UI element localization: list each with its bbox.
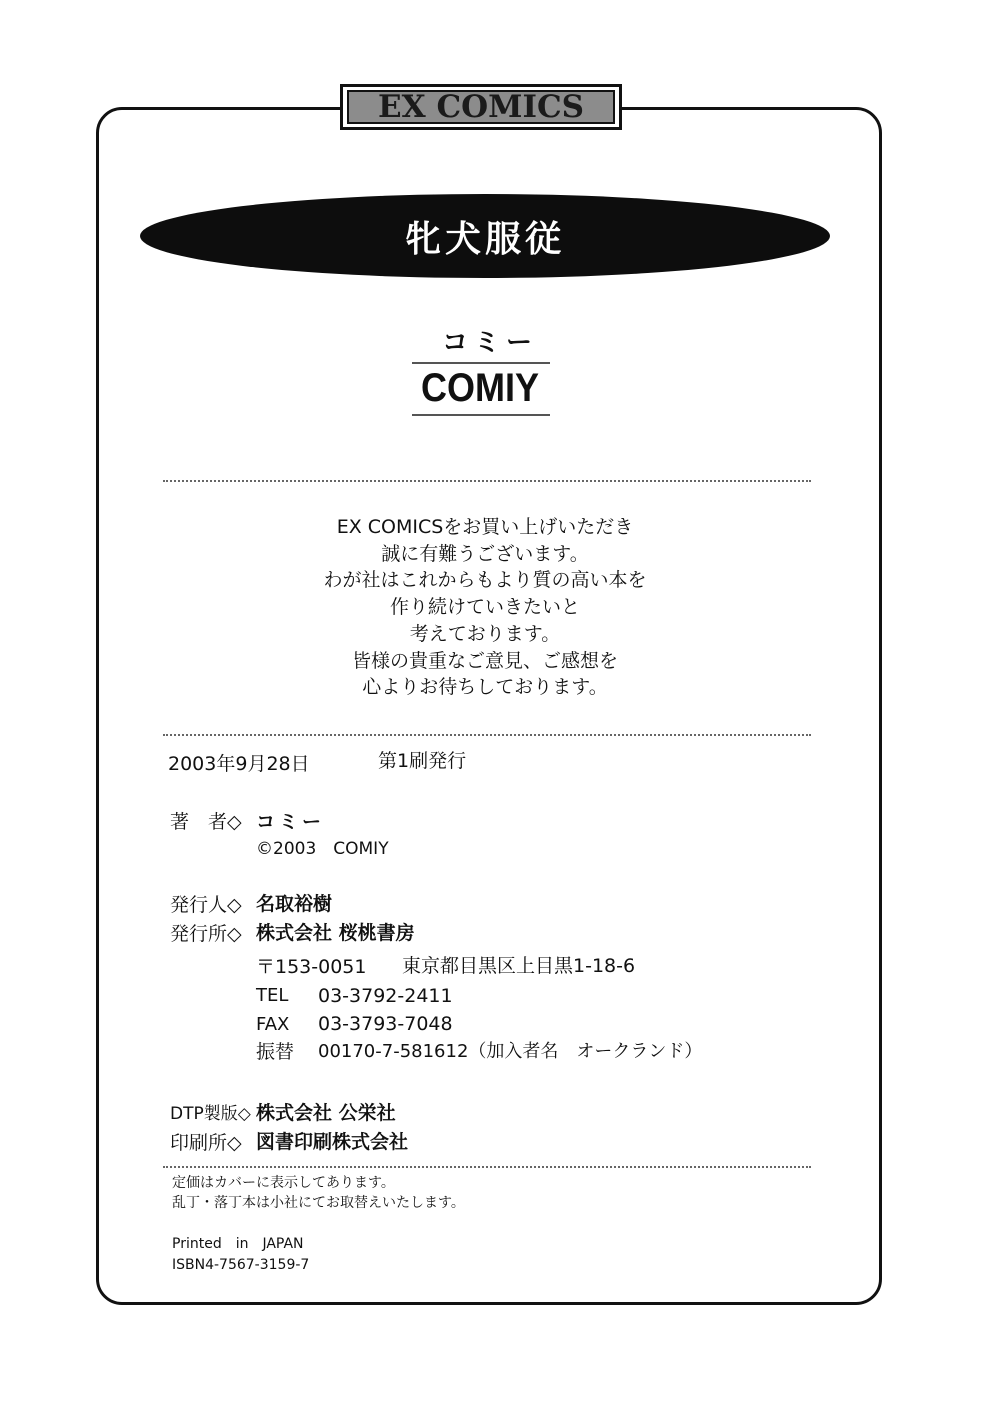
printer-label: 印刷所◇ [170,1132,242,1154]
message-line: EX COMICSをお買い上げいただき [336,516,634,538]
publisher-person: 名取裕樹 [256,893,333,915]
printed-in: Printed in JAPAN [172,1236,304,1252]
fax-label: FAX [256,1014,290,1035]
tel-label: TEL [256,985,289,1006]
divider-1 [163,480,811,482]
divider-3 [163,1166,811,1168]
author-name: コミー [256,811,326,833]
fax-number: 03-3793-7048 [318,1013,453,1035]
copyright: ©2003 COMIY [256,839,389,859]
author-label: 著 者◇ [170,811,242,833]
series-logo-text: EX COMICS [377,88,585,125]
isbn: ISBN4-7567-3159-7 [172,1257,310,1273]
thank-you-message [230,514,740,701]
transfer-account: 00170-7-581612（加入者名 オークランド） [318,1041,703,1062]
author-rule-top [412,362,550,364]
title-banner [140,194,830,278]
message-line: 皆様の貴重なご意見、ご感想を [351,649,618,672]
misprint-note: 乱丁・落丁本は小社にてお取替えいたします。 [172,1195,465,1211]
message-line: 誠に有難うございます。 [381,542,589,565]
series-logo [340,84,622,130]
book-title: 牝犬服従 [404,218,565,260]
transfer-label: 振替 [256,1041,295,1063]
dtp-label: DTP製版◇ [170,1104,251,1124]
publisher-person-label: 発行人◇ [170,894,242,916]
message-line: わが社はこれからもより質の高い本を [323,569,647,592]
address: 東京都目黒区上目黒1-18-6 [402,955,636,977]
series-logo-plate [347,90,615,124]
publisher-label: 発行所◇ [170,923,242,945]
dtp-company: 株式会社 公栄社 [256,1102,396,1124]
colophon-frame [96,107,882,1305]
author-name-latin: COMIY [420,366,540,410]
publisher-name: 株式会社 桜桃書房 [256,922,415,944]
message-line: 心よりお待ちしております。 [362,676,608,699]
price-note: 定価はカバーに表示してあります。 [172,1175,395,1191]
author-rule-bottom [412,414,550,416]
message-line: 考えております。 [409,622,561,645]
message-line: 作り続けていきたいと [389,596,580,619]
tel-number: 03-3792-2411 [318,985,453,1007]
publication-date: 2003年9月28日 [168,753,310,775]
postal-code: 〒153-0051 [256,956,367,978]
printer-company: 図書印刷株式会社 [256,1131,409,1153]
edition-label: 第1刷発行 [378,750,467,772]
author-name-kana: コミー [441,328,538,358]
divider-2 [163,734,811,736]
